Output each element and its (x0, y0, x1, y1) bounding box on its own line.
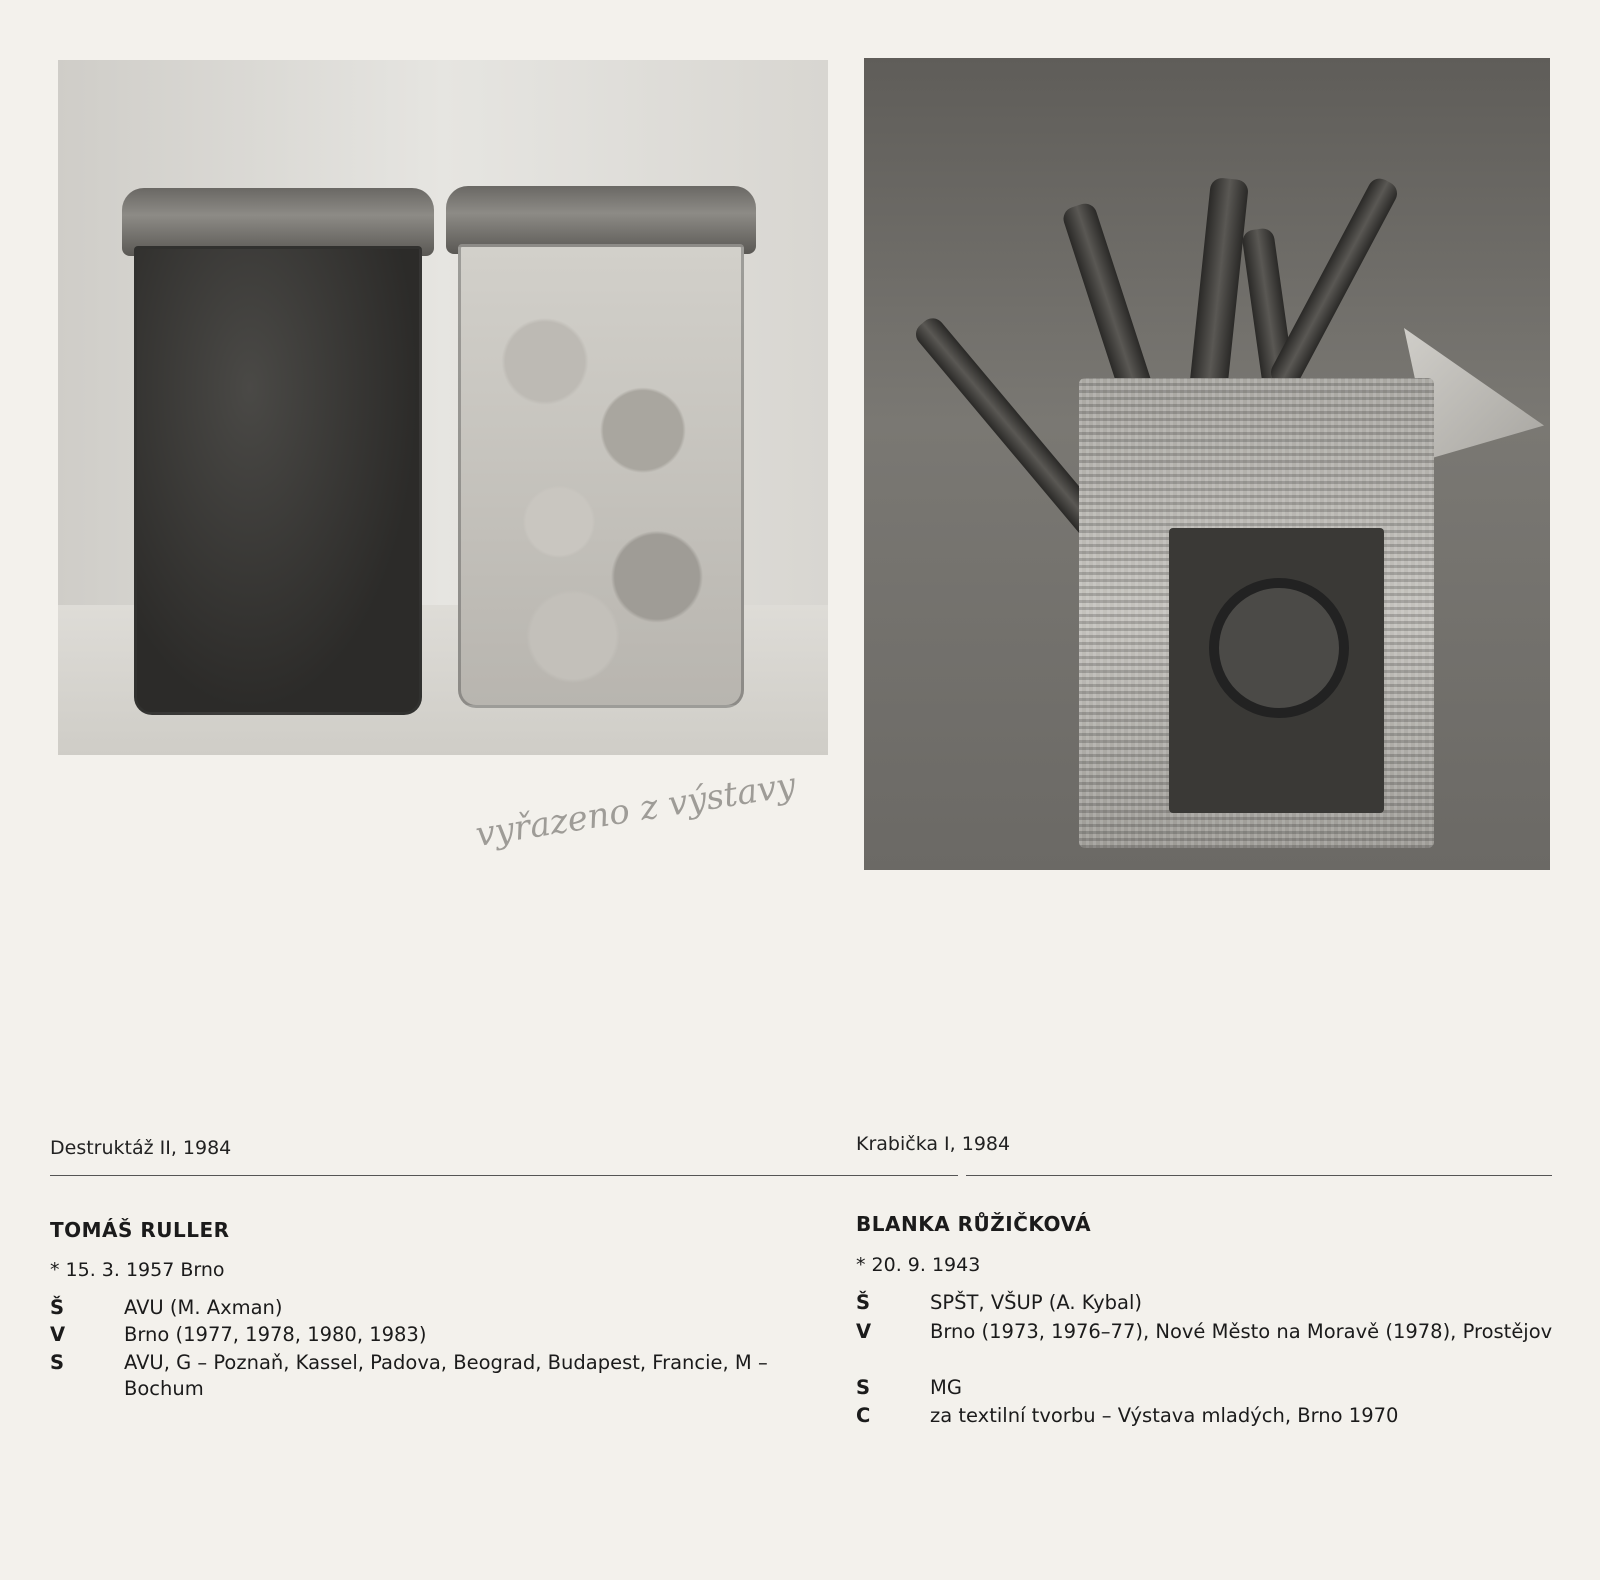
entry-collections-left (50, 1350, 770, 1402)
entry-value: AVU, G – Poznaň, Kassel, Padova, Beograd, Budapest, Francie, M – Bochum (124, 1351, 768, 1400)
entry-awards-right (856, 1403, 1556, 1429)
entry-key: V (50, 1323, 66, 1346)
handwritten-note: vyřazeno z výstavy (472, 764, 799, 856)
artist-birth-right: * 20. 9. 1943 (856, 1254, 981, 1276)
caption-left: Destruktáž II, 1984 (50, 1137, 232, 1159)
divider-left (50, 1175, 958, 1176)
rope-strand (1267, 174, 1401, 391)
entry-key: S (856, 1376, 871, 1399)
artist-name-right: BLANKA RŮŽIČKOVÁ (856, 1212, 1092, 1236)
entry-exhibitions-left (50, 1322, 770, 1348)
light-jar (446, 186, 756, 708)
entry-exhibitions-right (856, 1319, 1556, 1345)
divider-right (966, 1175, 1552, 1176)
entry-value: Brno (1973, 1976–77), Nové Město na Moravě (1978), Prostějov (930, 1320, 1553, 1343)
entry-value: AVU (M. Axman) (124, 1296, 283, 1319)
woven-circle (1209, 578, 1349, 718)
dark-jar (122, 188, 434, 715)
entry-value: za textilní tvorbu – Výstava mladých, Brno 1970 (930, 1404, 1399, 1427)
artist-name-left: TOMÁŠ RULLER (50, 1218, 230, 1242)
entry-school-left (50, 1295, 770, 1321)
jar-body (458, 244, 744, 708)
entry-key: C (856, 1404, 871, 1427)
photo-destruktaz (58, 60, 828, 755)
entry-value: Brno (1977, 1978, 1980, 1983) (124, 1323, 427, 1346)
entry-value: MG (930, 1376, 962, 1399)
photo-krabicka (864, 58, 1550, 870)
entry-value: SPŠT, VŠUP (A. Kybal) (930, 1291, 1143, 1314)
entry-key: Š (856, 1291, 871, 1314)
entry-key: Š (50, 1296, 65, 1319)
entry-school-right (856, 1290, 1556, 1316)
jar-body (134, 246, 422, 715)
artist-birth-left: * 15. 3. 1957 Brno (50, 1259, 225, 1281)
caption-right: Krabička I, 1984 (856, 1133, 1011, 1155)
entry-key: S (50, 1351, 65, 1374)
entry-key: V (856, 1320, 872, 1343)
entry-collections-right (856, 1375, 1556, 1401)
